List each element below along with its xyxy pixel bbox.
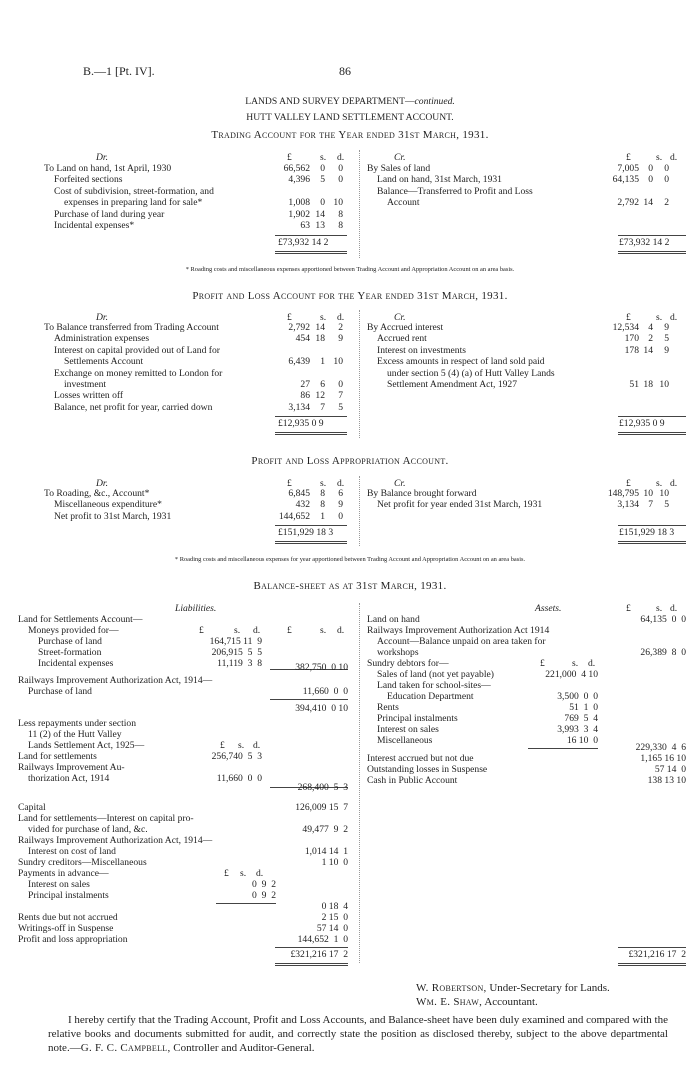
trading-footnote: * Roading costs and miscellaneous expenses apportioned between Trading Account and Appropriation Account on an area basis. <box>185 266 515 273</box>
table-row: By Sales of land 7,005 0 0 <box>367 163 669 174</box>
appr-debit-total: £151,929 18 3 <box>278 527 334 538</box>
bs-liabilities-heading: Liabilities. <box>175 603 217 614</box>
trading-credit-total: £73,932 14 2 <box>619 237 670 248</box>
bs-a-cash: Cash in Public Account <box>367 775 458 786</box>
bs-a-sund-total: 229,330 4 6 <box>635 742 686 753</box>
appr-right-d-head: d. <box>670 478 678 489</box>
table-row: Net profit for year ended 31st March, 1931 3,134 7 5 <box>377 499 669 511</box>
pl-title: Profit and Loss Account for the Year ended 31st March, 1931. <box>192 290 508 302</box>
bs-l-writ: Writings-off in Suspense <box>18 923 114 934</box>
bs-a-taken: Land taken for school-sites— <box>377 680 491 691</box>
bs-l-outer-s-head: s. <box>320 625 327 636</box>
table-row: By Balance brought forward 148,795 10 10 <box>367 488 669 499</box>
bs-l-incid: Incidental expenses <box>38 658 114 669</box>
appr-credit-total: £151,929 18 3 <box>619 527 675 538</box>
table-row: Excess amounts in respect of land sold paid <box>377 356 545 368</box>
bs-a-sund: Sundry debtors for— <box>367 658 449 669</box>
bs-assets-d-head: d. <box>670 603 678 614</box>
bs-l-rail-purch-value: 11,660 0 0 <box>302 686 348 697</box>
trading-credit-table <box>367 163 669 209</box>
trading-dr: Dr. <box>96 152 108 163</box>
table-row: Balance, net profit for year, carried down 3,134 7 5 <box>54 401 343 413</box>
table-row: under section 5 (4) (a) of Hutt Valley Lands <box>387 367 555 379</box>
bs-a-misc-value: 16 10 0 <box>566 735 598 746</box>
pl-right-d-head: d. <box>670 312 678 323</box>
bs-l-pay: Payments in advance— <box>18 868 109 879</box>
bs-a-loh: Land on hand <box>367 614 420 625</box>
table-row: Accrued rent 170 2 5 <box>377 333 669 345</box>
bs-l-sub1: 382,750 0 10 <box>295 662 348 673</box>
table-row: expenses in preparing land for sale* 1,008 0 10 <box>64 197 343 209</box>
bs-l-pay-int: Interest on sales <box>28 879 90 890</box>
table-row: Interest on capital provided out of Land for <box>54 344 220 356</box>
bs-a-rail1: Railways Improvement Authorization Act 1914 <box>367 625 550 636</box>
pl-debit-total: £12,935 0 9 <box>278 418 324 429</box>
bs-a-intacc: Interest accrued but not due <box>367 753 474 764</box>
bs-assets-pound-head: £ <box>626 603 631 614</box>
bs-l-writ-value: 57 14 0 <box>316 923 348 934</box>
pl-right-s-head: s. <box>656 312 663 323</box>
bs-liabilities-total: £321,216 17 2 <box>290 949 348 960</box>
table-row: Exchange on money remitted to London for <box>54 367 223 379</box>
bs-a-loh-value: 64,135 0 0 <box>640 614 686 625</box>
appr-credit-table <box>367 488 669 511</box>
bs-l-sundry-value: 1 10 0 <box>321 857 348 868</box>
bs-a-rail2: Account—Balance unpaid on area taken for <box>377 636 546 647</box>
bs-assets-heading: Assets. <box>535 603 562 614</box>
appr-right-pound-head: £ <box>626 478 631 489</box>
bs-a-intacc-value: 1,165 16 10 <box>640 753 686 764</box>
bs-l-rai2: thorization Act, 1914 <box>28 773 110 784</box>
bs-a-prin-value: 769 5 4 <box>564 713 598 724</box>
bs-assets-total: £321,216 17 2 <box>628 949 686 960</box>
table-row: Settlement Amendment Act, 1927 51 18 10 <box>387 379 669 391</box>
bs-a-intsales: Interest on sales <box>377 724 439 735</box>
bs-l-rents-value: 2 15 0 <box>321 912 348 923</box>
trading-debit-total: £73,932 14 2 <box>278 237 329 248</box>
bs-l-pay-prin-value: 0 9 2 <box>252 890 276 901</box>
bs-l-rail2-int: Interest on cost of land <box>28 846 116 857</box>
bs-a-sales-value: 221,000 4 10 <box>545 669 598 680</box>
bs-a-edu-value: 3,500 0 0 <box>557 691 598 702</box>
appr-left-s-head: s. <box>320 478 327 489</box>
bs-l-street-value: 206,915 5 5 <box>211 647 262 658</box>
table-row: To Roading, &c., Account* 6,845 8 6 <box>44 488 343 499</box>
table-row: Incidental expenses* 63 13 8 <box>54 220 343 232</box>
table-row: Losses written off 86 12 7 <box>54 390 343 402</box>
table-row: By Accrued interest 12,534 4 9 <box>367 322 669 333</box>
bs-l-pay-int-value: 0 9 2 <box>252 879 276 890</box>
bs-a-rents-value: 51 1 0 <box>569 702 598 713</box>
table-row: Account 2,792 14 2 <box>387 197 669 209</box>
bs-l-sub3: 268,400 5 3 <box>297 782 348 793</box>
bs-l-pay-prin: Principal instalments <box>28 890 109 901</box>
bs-l-lfs-int2-value: 49,477 9 2 <box>302 824 348 835</box>
bs-a-rents: Rents <box>377 702 399 713</box>
pl-right-pound-head: £ <box>626 312 631 323</box>
bs-a-outst: Outstanding losses in Suspense <box>367 764 488 775</box>
bs-l-inner-s-head: s. <box>234 625 241 636</box>
bs-l-capital: Capital <box>18 802 46 813</box>
appr-left-pound-head: £ <box>287 478 292 489</box>
table-row: Balance—Transferred to Profit and Loss <box>377 185 533 197</box>
bs-l-lfs-int2: vided for purchase of land, &c. <box>28 824 148 835</box>
bs-a-misc: Miscellaneous <box>377 735 433 746</box>
trading-right-d-head: d. <box>670 152 678 163</box>
bs-l-incid-value: 11,119 3 8 <box>217 658 262 669</box>
bs-l-pay-sub: 0 18 4 <box>321 901 348 912</box>
bs-l-sub2: 394,410 0 10 <box>295 703 348 714</box>
appr-dr: Dr. <box>96 478 108 489</box>
trading-right-pound-head: £ <box>626 152 631 163</box>
table-row: Purchase of land during year 1,902 14 8 <box>54 208 343 220</box>
bs-l-lfs: Land for settlements <box>18 751 97 762</box>
department-title: LANDS AND SURVEY DEPARTMENT—continued. <box>245 96 455 107</box>
table-row: To Balance transferred from Trading Account 2,792 14 2 <box>44 322 343 333</box>
pl-left-pound-head: £ <box>287 312 292 323</box>
bs-l-outer-pound-head: £ <box>287 625 292 636</box>
bs-l-street: Street-formation <box>38 647 102 658</box>
pl-debit-table <box>44 322 343 413</box>
bs-l-rai1: Railways Improvement Au- <box>18 762 125 773</box>
page-number: 86 <box>339 64 351 78</box>
appr-left-d-head: d. <box>337 478 345 489</box>
bs-a-rail3: workshops <box>377 647 419 658</box>
bs-a-sales: Sales of land (not yet payable) <box>377 669 494 680</box>
trading-right-s-head: s. <box>656 152 663 163</box>
bs-l-outer-d-head: d. <box>337 625 345 636</box>
bs-l-inner-d-head: d. <box>253 625 261 636</box>
bs-l-moneys: Moneys provided for— <box>28 625 119 636</box>
bs-l-rail: Railways Improvement Authorization Act, 1914— <box>18 675 213 686</box>
bs-l-purchase-value: 164,715 11 9 <box>209 636 262 647</box>
appr-debit-table <box>44 488 343 522</box>
table-row: Miscellaneous expenditure* 432 8 9 <box>54 499 343 511</box>
bs-l-capital-value: 126,009 15 7 <box>295 802 348 813</box>
bs-l-purchase: Purchase of land <box>38 636 102 647</box>
pl-dr: Dr. <box>96 312 108 323</box>
signature-robertson: W. Robertson, Under-Secretary for Lands. <box>416 982 610 994</box>
bs-a-cash-value: 138 13 10 <box>647 775 686 786</box>
bs-l-rail-purch: Purchase of land <box>28 686 92 697</box>
table-row: Land on hand, 31st March, 1931 64,135 0 0 <box>377 174 669 186</box>
bs-l-land-settle: Land for Settlements Account— <box>18 614 143 625</box>
bs-l-rail2: Railways Improvement Authorization Act, 1914— <box>18 835 213 846</box>
trading-left-d-head: d. <box>337 152 345 163</box>
bs-l-less1: Less repayments under section <box>18 718 137 729</box>
bs-l-lfs-int1: Land for settlements—Interest on capital pro- <box>18 813 194 824</box>
pl-credit-total: £12,935 0 9 <box>619 418 665 429</box>
bs-l-plapp-value: 144,652 1 0 <box>297 934 348 945</box>
bs-l-rents: Rents due but not accrued <box>18 912 118 923</box>
bs-l-rail2-int-value: 1,014 14 1 <box>304 846 348 857</box>
table-row: To Land on hand, 1st April, 1930 66,562 0 0 <box>44 163 343 174</box>
table-row: Administration expenses 454 18 9 <box>54 333 343 345</box>
bs-a-intsales-value: 3,993 3 4 <box>557 724 598 735</box>
table-row: Cost of subdivision, street-formation, and <box>54 185 214 197</box>
bs-title: Balance-sheet as at 31st March, 1931. <box>253 580 447 592</box>
account-title: HUTT VALLEY LAND SETTLEMENT ACCOUNT. <box>246 112 454 123</box>
bs-l-plapp: Profit and loss appropriation <box>18 934 128 945</box>
bs-l-rai2-value: 11,660 0 0 <box>216 773 262 784</box>
trading-debit-table <box>44 163 343 231</box>
appr-right-s-head: s. <box>656 478 663 489</box>
table-row: Net profit to 31st March, 1931 144,652 1 0 <box>54 510 343 522</box>
bs-a-rail3-value: 26,389 8 0 <box>640 647 686 658</box>
pl-cr: Cr. <box>394 312 406 323</box>
appropriation-title: Profit and Loss Appropriation Account. <box>251 455 449 467</box>
appr-cr: Cr. <box>394 478 406 489</box>
bs-a-outst-value: 57 14 0 <box>654 764 686 775</box>
signature-shaw: Wm. E. Shaw, Accountant. <box>416 996 538 1008</box>
bs-a-edu: Education Department <box>387 691 474 702</box>
bs-a-prin: Principal instalments <box>377 713 458 724</box>
report-reference: B.—1 [Pt. IV]. <box>83 64 155 78</box>
trading-title: Trading Account for the Year ended 31st March, 1931. <box>211 129 489 141</box>
appr-footnote: * Roading costs and miscellaneous expenses for year apportioned between Trading Account and Appropriation Account on an area basis. <box>174 556 526 563</box>
pl-left-s-head: s. <box>320 312 327 323</box>
trading-left-s-head: s. <box>320 152 327 163</box>
bs-l-less3: Lands Settlement Act, 1925— <box>28 740 145 751</box>
bs-l-sundry: Sundry creditors—Miscellaneous <box>18 857 147 868</box>
trading-cr: Cr. <box>394 152 406 163</box>
bs-l-less2: 11 (2) of the Hutt Valley <box>28 729 122 740</box>
table-row: investment 27 6 0 <box>64 379 343 391</box>
pl-credit-table <box>367 322 669 390</box>
bs-l-inner-pound-head: £ <box>199 625 204 636</box>
trading-left-pound-head: £ <box>287 152 292 163</box>
table-row: Interest on investments 178 14 9 <box>377 344 669 356</box>
bs-l-lfs-value: 256,740 5 3 <box>211 751 262 762</box>
bs-assets-s-head: s. <box>656 603 663 614</box>
table-row: Forfeited sections 4,396 5 0 <box>54 174 343 186</box>
table-row: Settlements Account 6,439 1 10 <box>64 356 343 368</box>
audit-certificate: I hereby certify that the Trading Account, Profit and Loss Accounts, and Balance-sheet have been duly examined and compared with the relative books and documents submitted for audit, and correctly state the position as disclosed thereby, subject to the above departmental note.—G. F. C. Campbell, Controller and Auditor-General. <box>48 1014 668 1054</box>
pl-left-d-head: d. <box>337 312 345 323</box>
